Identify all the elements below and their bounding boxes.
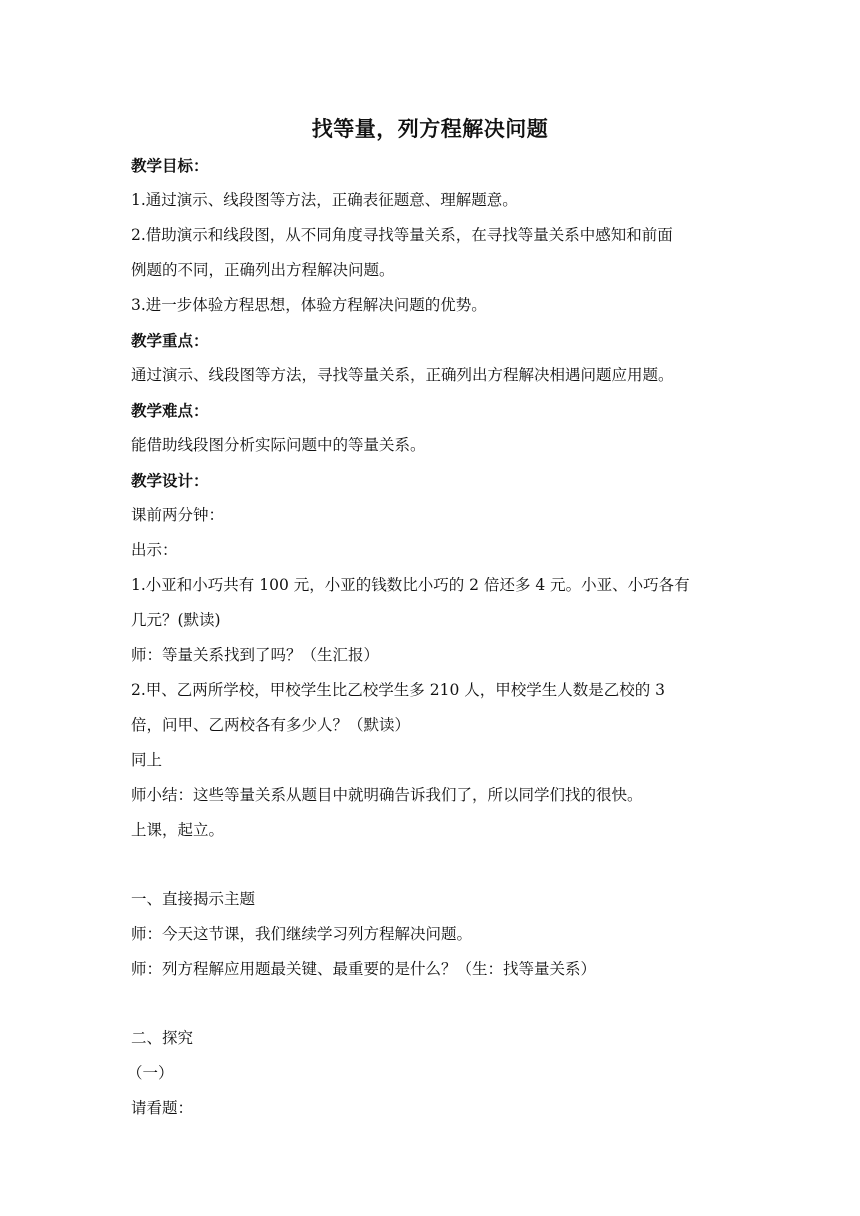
problem-2-line-1: 2.甲、乙两所学校，甲校学生比乙校学生多 210 人，甲校学生人数是乙校的 3 — [131, 681, 666, 699]
class-start: 上课，起立。 — [131, 821, 225, 839]
teacher-summary: 师小结：这些等量关系从题目中就明确告诉我们了，所以同学们找的很快。 — [131, 786, 643, 804]
part-2-heading: 二、探究 — [131, 1029, 194, 1047]
difficulty-heading: 教学难点： — [131, 401, 209, 420]
part-2-prompt: 请看题： — [131, 1099, 194, 1117]
design-heading: 教学设计： — [131, 471, 209, 490]
key-points-text: 通过演示、线段图等方法，寻找等量关系，正确列出方程解决相遇问题应用题。 — [131, 366, 674, 384]
part-2-subheading: （一） — [127, 1064, 174, 1082]
key-points-heading: 教学重点： — [131, 331, 209, 350]
goal-1: 1.通过演示、线段图等方法，正确表征题意、理解题意。 — [131, 191, 518, 209]
part-1-teacher-line-2: 师：列方程解应用题最关键、最重要的是什么？（生：找等量关系） — [131, 960, 597, 978]
goals-heading: 教学目标： — [131, 156, 209, 175]
problem-1-line-2: 几元？(默读) — [131, 611, 221, 629]
goal-3: 3.进一步体验方程思想，体验方程解决问题的优势。 — [131, 296, 487, 314]
show-text: 出示： — [131, 541, 178, 559]
teacher-question-1: 师：等量关系找到了吗？（生汇报） — [131, 646, 380, 664]
pre-class-text: 课前两分钟： — [131, 506, 225, 524]
section-gap — [131, 991, 741, 1025]
section-gap — [131, 852, 741, 886]
problem-2-line-2: 倍，问甲、乙两校各有多少人？（默读） — [131, 716, 411, 734]
document-title: 找等量，列方程解决问题 — [311, 116, 549, 141]
goal-2-line-2: 例题的不同，正确列出方程解决问题。 — [131, 261, 395, 279]
problem-1-line-1: 1.小亚和小巧共有 100 元，小亚的钱数比小巧的 2 倍还多 4 元。小亚、小巧各有 — [131, 576, 690, 594]
document-body — [127, 152, 741, 1130]
part-1-teacher-line-1: 师：今天这节课，我们继续学习列方程解决问题。 — [131, 925, 473, 943]
same-as-above: 同上 — [131, 751, 163, 769]
difficulty-text: 能借助线段图分析实际问题中的等量关系。 — [131, 436, 426, 454]
goal-2-line-1: 2.借助演示和线段图，从不同角度寻找等量关系，在寻找等量关系中感知和前面 — [131, 226, 673, 244]
part-1-heading: 一、直接揭示主题 — [131, 890, 256, 908]
